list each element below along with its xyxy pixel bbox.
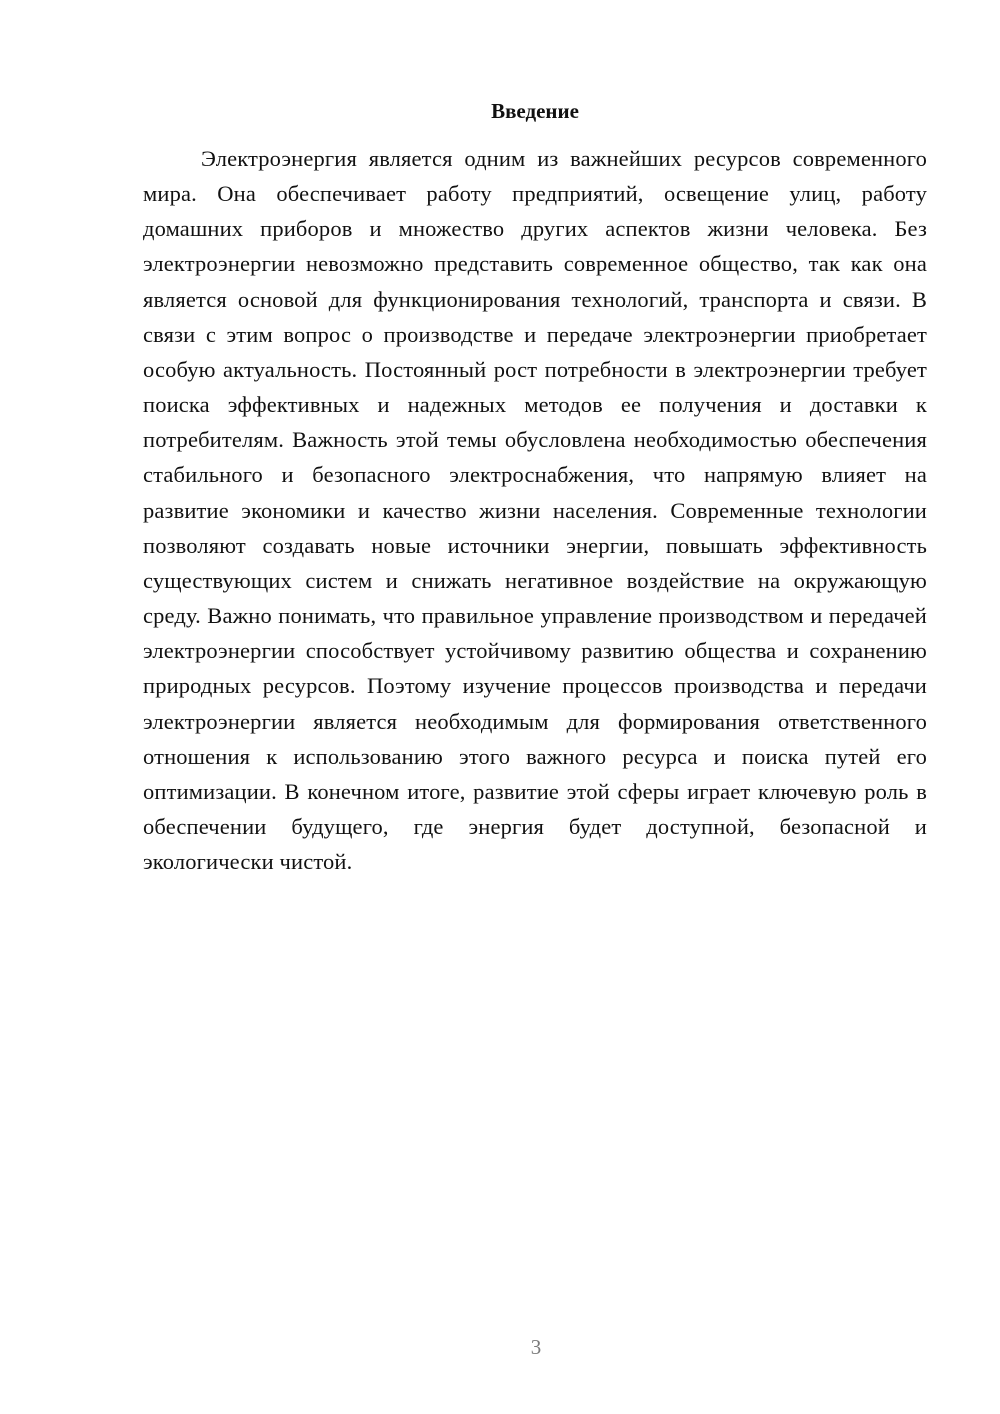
body-paragraph: Электроэнергия является одним из важнейших ресурсов современного мира. Она обеспечивает работу предприятий, освещение улиц, работу домашних приборов и множество других аспектов жизни человека. Без электроэнергии невозможно представить современное общество, так как она является основой для функционирования технологий, транспорта и связи. В связи с этим вопрос о производстве и передаче электроэнергии приобретает особую актуальность. Постоянный рост потребности в электроэнергии требует поиска эффективных и надежных методов ее получения и доставки к потребителям. Важность этой темы обусловлена необходимостью обеспечения стабильного и безопасного электроснабжения, что напрямую влияет на развитие экономики и качество жизни населения. Современные технологии позволяют создавать новые источники энергии, повышать эффективность существующих систем и снижать негативное воздействие на окружающую среду. Важно понимать, что правильное управление производством и передачей электроэнергии способствует устойчивому развитию общества и сохранению природных ресурсов. Поэтому изучение процессов производства и передачи электроэнергии является необходимым для формирования ответственного отношения к использованию этого важного ресурса и поиска путей его оптимизации. В конечном итоге, развитие этой сферы играет ключевую роль в обеспечении будущего, где энергия будет доступной, безопасной и экологически чистой. xyxy=(143,146,927,875)
section-heading: Введение xyxy=(491,99,579,123)
page-number: 3 xyxy=(530,1335,542,1359)
